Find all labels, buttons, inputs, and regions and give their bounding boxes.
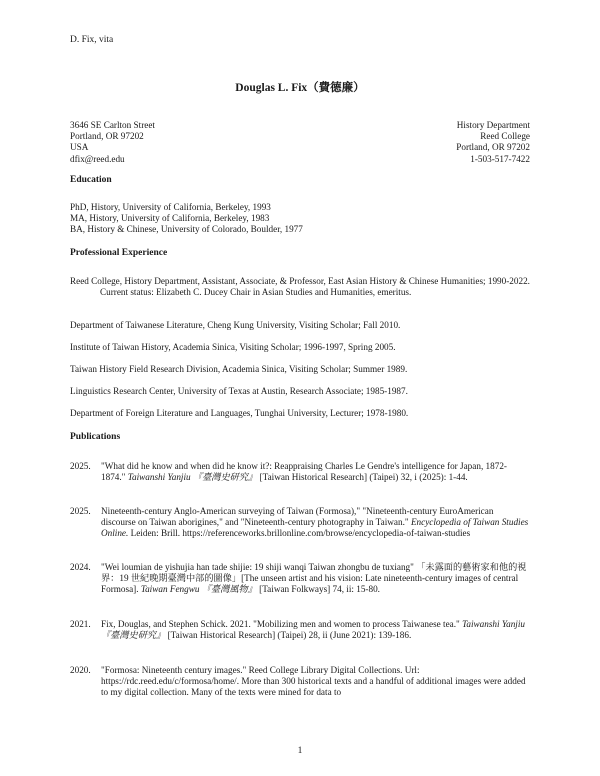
country-line: USA xyxy=(70,142,89,153)
publication-item xyxy=(70,506,530,539)
publication-source: Taiwanshi Yanjiu 『臺灣史研究』 xyxy=(101,619,526,640)
publication-text: Nineteenth-century Anglo-American surveying of Taiwan (Formosa)," "Nineteenth-century EuroAmerican discourse on Taiwan aborigines," and "Nineteenth-century photography in Taiwan." xyxy=(101,506,494,527)
experience-item: Department of Foreign Literature and Languages, Tunghai University, Lecturer; 1978-1980. xyxy=(70,408,409,418)
publication-text: Fix, Douglas, and Stephen Schick. 2021. "Mobilizing men and women to process Taiwanese tea." xyxy=(101,619,463,629)
publication-source: Encyclopedia of Taiwan Studies Online. xyxy=(101,517,529,538)
publication-item xyxy=(70,562,530,595)
experience-item: Linguistics Research Center, University of Texas at Austin, Research Associate; 1985-1987. xyxy=(70,386,408,396)
publication-item xyxy=(70,665,530,698)
publication-details: [Taiwan Folkways] 74, ii: 15-80. xyxy=(256,584,380,594)
education-list xyxy=(70,202,303,235)
publication-year: 2025. xyxy=(70,461,91,471)
publication-year: 2024. xyxy=(70,562,91,572)
education-item: MA, History, University of California, Berkeley, 1983 xyxy=(70,213,270,223)
department-line: History Department xyxy=(456,120,530,130)
publication-text: "What did he know and when did he know it?: Reappraising Charles Le Gendre's intelligence for Japan, 1872-1874." xyxy=(101,461,507,482)
city-line: Portland, OR 97202 xyxy=(70,131,144,142)
publication-text: "Wei loumian de yishujia han tade shijie: 19 shiji wanqi Taiwan zhongbu de tuxiang" 「未露面的藝術家和他的視界：19 世紀晚期臺灣中部的圖像」[The unseen artist and his vision: Late nineteenth-century images of central Formosa]. xyxy=(101,562,527,594)
experience-item: Department of Taiwanese Literature, Cheng Kung University, Visiting Scholar; Fall 2010. xyxy=(70,320,401,330)
home-address xyxy=(70,120,155,165)
publication-details: [Taiwan Historical Research] (Taipei) 28, ii (June 2021): 139-186. xyxy=(165,630,412,640)
publication-year: 2025. xyxy=(70,506,91,516)
phone-line: 1-503-517-7422 xyxy=(470,153,530,164)
publication-year: 2021. xyxy=(70,619,91,629)
work-address xyxy=(456,120,530,165)
publication-source: Taiwan Fengwu 『臺灣風物』 xyxy=(140,584,257,594)
college-line: Reed College xyxy=(480,131,530,142)
education-heading: Education xyxy=(70,175,112,185)
street-line: 3646 SE Carlton Street xyxy=(70,120,155,130)
publication-item xyxy=(70,619,530,641)
email-line: dfix@reed.edu xyxy=(70,153,125,164)
publications-heading: Publications xyxy=(70,432,121,442)
publication-year: 2020. xyxy=(70,665,91,675)
work-city-line: Portland, OR 97202 xyxy=(456,142,530,153)
publication-text: "Formosa: Nineteenth century images." Reed College Library Digital Collections. Url: https://rdc.reed.edu/c/formosa/home/. More than 300 historical texts and a handful of additional images were added to my digital collection. Many of the texts were mined for data to xyxy=(101,665,526,697)
education-item: BA, History & Chinese, University of Colorado, Boulder, 1977 xyxy=(70,224,303,234)
education-item: PhD, History, University of California, Berkeley, 1993 xyxy=(70,202,271,212)
running-head: D. Fix, vita xyxy=(70,35,114,45)
page-title: Douglas L. Fix（費德廉） xyxy=(235,82,365,94)
publication-source: Taiwanshi Yanjiu 『臺灣史研究』 xyxy=(127,472,258,482)
publication-details: [Taiwan Historical Research] (Taipei) 32, i (2025): 1-44. xyxy=(257,472,468,482)
page-number: 1 xyxy=(297,746,303,756)
publication-item xyxy=(70,461,530,483)
experience-item: Reed College, History Department, Assistant, Associate, & Professor, East Asian History & Chinese Humanities; 1990-2022. Current status: Elizabeth C. Ducey Chair in Asian Studies and Humanities, emeritus. xyxy=(70,276,530,297)
publication-details: Leiden: Brill. https://referenceworks.brillonline.com/browse/encyclopedia-of-taiwan-studies xyxy=(128,528,471,538)
experience-heading: Professional Experience xyxy=(70,248,168,258)
experience-item: Taiwan History Field Research Division, Academia Sinica, Visiting Scholar; Summer 1989. xyxy=(70,364,408,374)
experience-item: Institute of Taiwan History, Academia Sinica, Visiting Scholar; 1996-1997, Spring 2005. xyxy=(70,342,396,352)
